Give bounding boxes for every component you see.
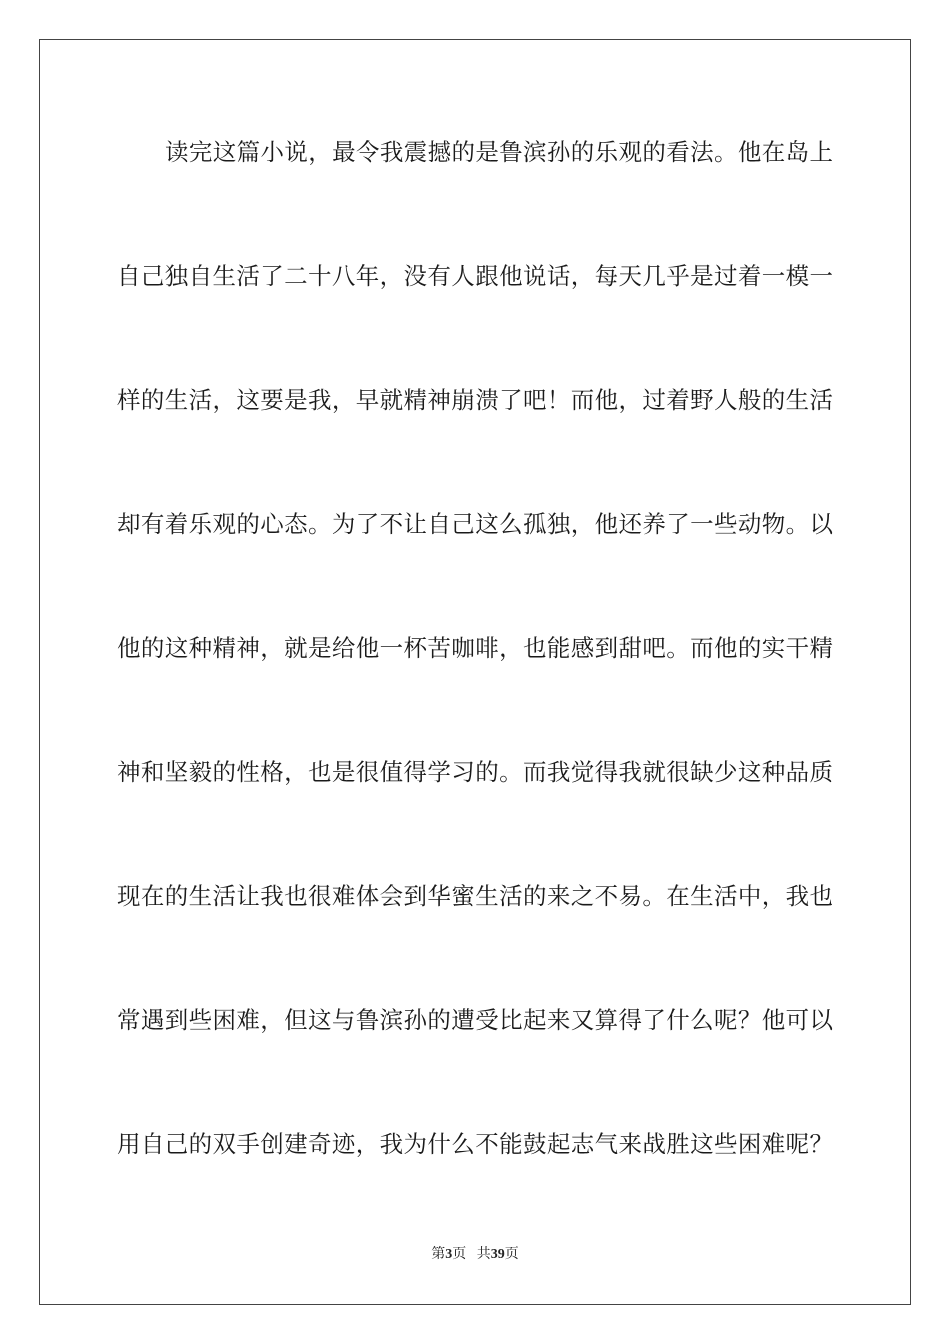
text-line: 读完这篇小说，最令我震撼的是鲁滨孙的乐观的看法。他在岛上 xyxy=(165,138,833,166)
text-line: 样的生活，这要是我，早就精神崩溃了吧！而他，过着野人般的生活 xyxy=(117,386,833,414)
text-line: 自己独自生活了二十八年，没有人跟他说话，每天几乎是过着一模一 xyxy=(117,262,833,290)
text-line: 却有着乐观的心态。为了不让自己这么孤独，他还养了一些动物。以 xyxy=(117,510,833,538)
text-line: 用自己的双手创建奇迹，我为什么不能鼓起志气来战胜这些困难呢？ xyxy=(117,1130,833,1158)
page-label-prefix: 第 xyxy=(431,1247,446,1262)
total-label-prefix: 共 xyxy=(476,1247,491,1262)
total-pages: 39 xyxy=(490,1247,505,1262)
text-line: 现在的生活让我也很难体会到华蜜生活的来之不易。在生活中，我也 xyxy=(117,882,833,910)
text-line: 他的这种精神，就是给他一杯苦咖啡，也能感到甜吧。而他的实干精 xyxy=(117,634,833,662)
total-label-suffix: 页 xyxy=(504,1247,519,1262)
text-line: 常遇到些困难，但这与鲁滨孙的遭受比起来又算得了什么呢？他可以 xyxy=(117,1006,833,1034)
page-border xyxy=(39,39,911,1305)
page-number: 3 xyxy=(445,1247,453,1262)
text-line: 神和坚毅的性格，也是很值得学习的。而我觉得我就很缺少这种品质 xyxy=(117,758,833,786)
page-footer xyxy=(0,1246,950,1264)
page-label-suffix: 页 xyxy=(452,1247,467,1262)
